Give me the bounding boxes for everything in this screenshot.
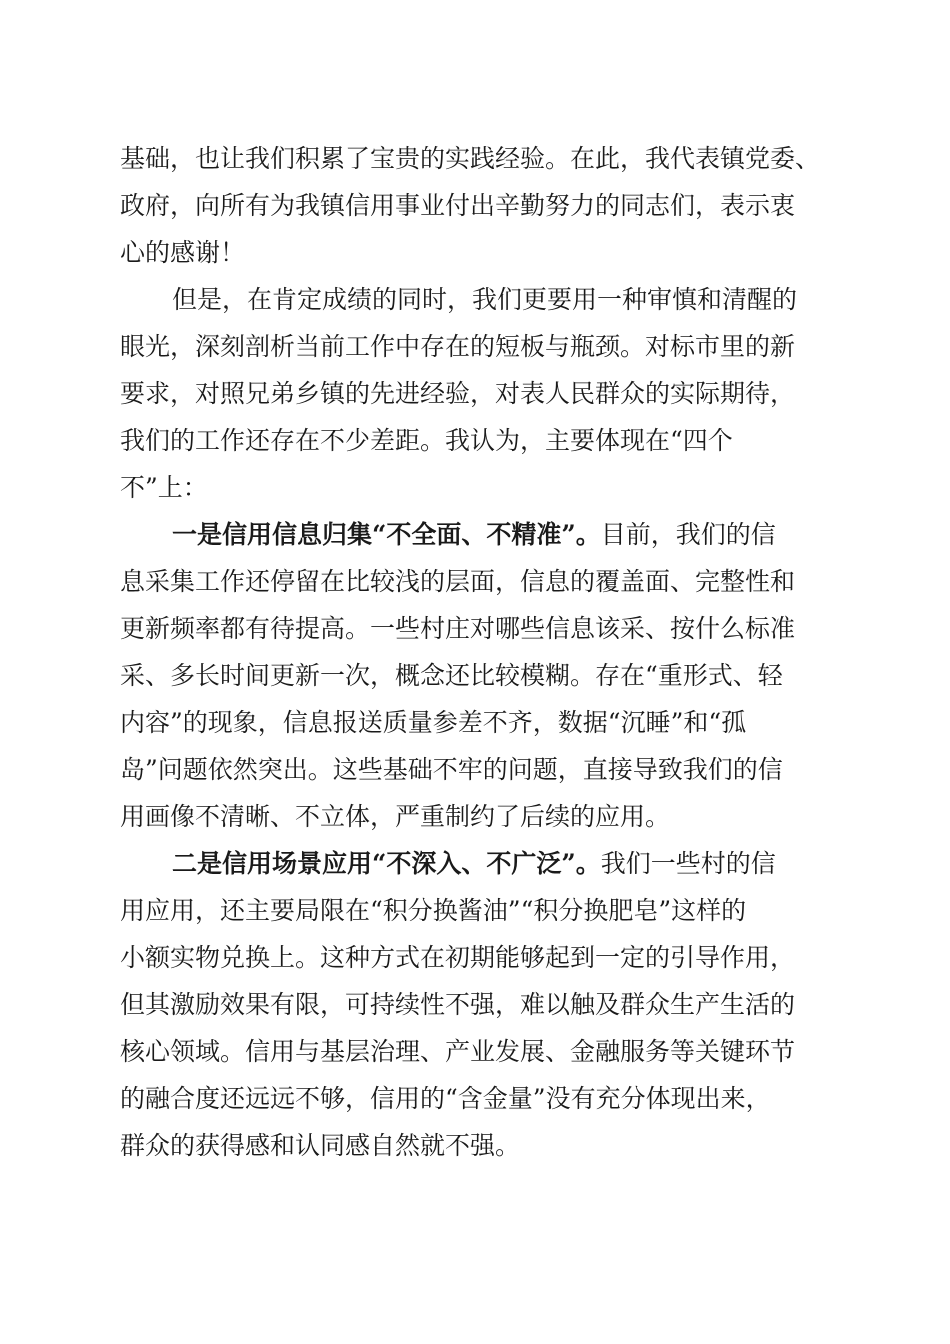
text-line: 更新频率都有待提高。一些村庄对哪些信息该采、按什么标准 [120,614,796,643]
text-line: 政府，向所有为我镇信用事业付出辛勤努力的同志们，表示衷 [120,191,796,220]
text-line: 眼光，深刻剖析当前工作中存在的短板与瓶颈。对标市里的新 [120,332,796,361]
text-line: 用应用，还主要局限在“积分换酱油”“积分换肥皂”这样的 [120,896,747,925]
text-line: 小额实物兑换上。这种方式在初期能够起到一定的引导作用， [120,943,796,972]
text-line: 群众的获得感和认同感自然就不强。 [120,1131,521,1160]
text-line: 但其激励效果有限，可持续性不强，难以触及群众生产生活的 [120,990,796,1019]
text-line: 的融合度还远远不够，信用的“含金量”没有充分体现出来， [120,1084,771,1113]
text-line: 息采集工作还停留在比较浅的层面，信息的覆盖面、完整性和 [120,567,796,596]
text-line [172,847,776,881]
text-line: 内容”的现象，信息报送质量参差不齐，数据“沉睡”和“孤 [120,708,747,737]
text-line: 心的感谢！ [120,238,246,267]
text-line: 用画像不清晰、不立体，严重制约了后续的应用。 [120,802,671,831]
section-heading: 一是信用信息归集“不全面、不精准”。 [172,520,601,549]
text-line: 不”上： [120,473,208,502]
text-line: 基础，也让我们积累了宝贵的实践经验。在此，我代表镇党委、 [120,144,821,173]
text-line: 岛”问题依然突出。这些基础不牢的问题，直接导致我们的信 [120,755,783,784]
text-line: 核心领域。信用与基层治理、产业发展、金融服务等关键环节 [120,1037,796,1066]
text-run: 我们一些村的信 [600,849,776,878]
text-line: 采、多长时间更新一次，概念还比较模糊。存在“重形式、轻 [120,661,783,690]
text-line [172,518,776,552]
text-line: 但是，在肯定成绩的同时，我们更要用一种审慎和清醒的 [172,285,798,314]
text-line: 我们的工作还存在不少差距。我认为，主要体现在“四个 [120,426,733,455]
text-line: 要求，对照兄弟乡镇的先进经验，对表人民群众的实际期待， [120,379,796,408]
section-heading: 二是信用场景应用“不深入、不广泛”。 [172,849,601,878]
text-run: 目前，我们的信 [600,520,776,549]
